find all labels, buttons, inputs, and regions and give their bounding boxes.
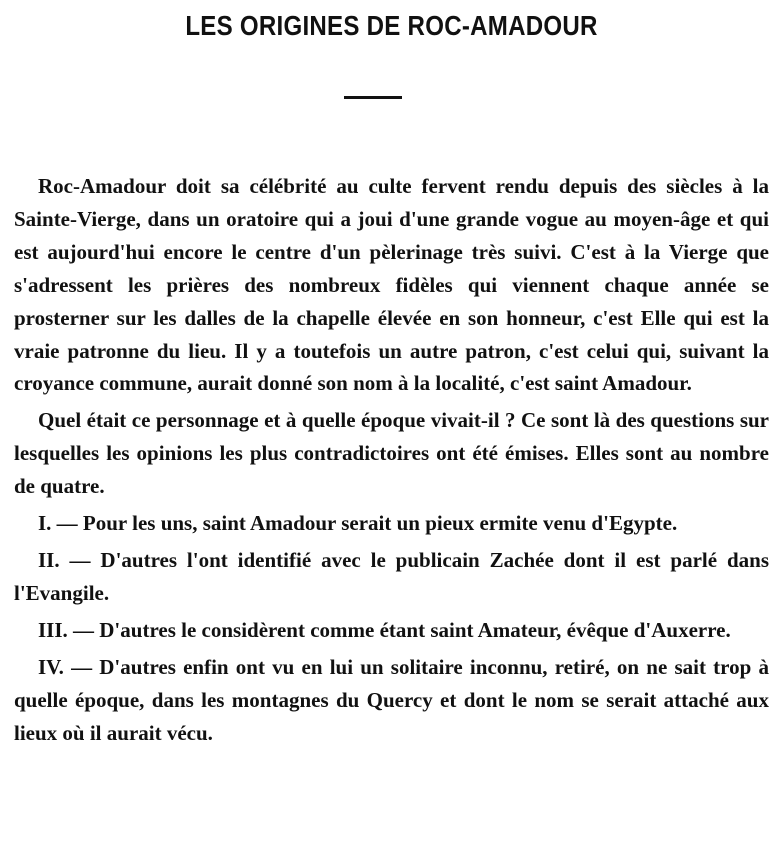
title-divider [344,96,402,99]
document-body [14,170,769,749]
paragraph-intro: Roc-Amadour doit sa célébrité au culte fervent rendu depuis des siècles à la Sainte-Vierge, dans un oratoire qui a joui d'une grande vogue au moyen-âge et qui est aujourd'hui encore le centre d'un pèlerinage très suivi. C'est à la Vierge que s'adressent les prières des nombreux fidèles qui viennent chaque année se prosterner sur les dalles de la chapelle élevée en son honneur, c'est Elle qui est la vraie patronne du lieu. Il y a toutefois un autre patron, c'est celui qui, suivant la croyance commune, aurait donné son nom à la localité, c'est saint Amadour. [14,174,769,396]
page-title: LES ORIGINES DE ROC-AMADOUR [185,10,598,41]
paragraph-opinion-1: I. — Pour les uns, saint Amadour serait un pieux ermite venu d'Egypte. [38,511,678,536]
paragraph-opinion-3: III. — D'autres le considèrent comme étant saint Amateur, évêque d'Auxerre. [38,617,731,642]
paragraph-questions: Quel était ce personnage et à quelle époque vivait-il ? Ce sont là des questions sur lesquelles les opinions les plus contradictoires ont été émises. Elles sont au nombre de quatre. [14,408,769,499]
paragraph-opinion-4: IV. — D'autres enfin ont vu en lui un solitaire inconnu, retiré, on ne sait trop à quelle époque, dans les montagnes du Quercy et dont le nom se serait attaché aux lieux où il aurait vécu. [14,654,769,745]
paragraph-opinion-2: II. — D'autres l'ont identifié avec le publicain Zachée dont il est parlé dans l'Evangile. [14,547,769,605]
